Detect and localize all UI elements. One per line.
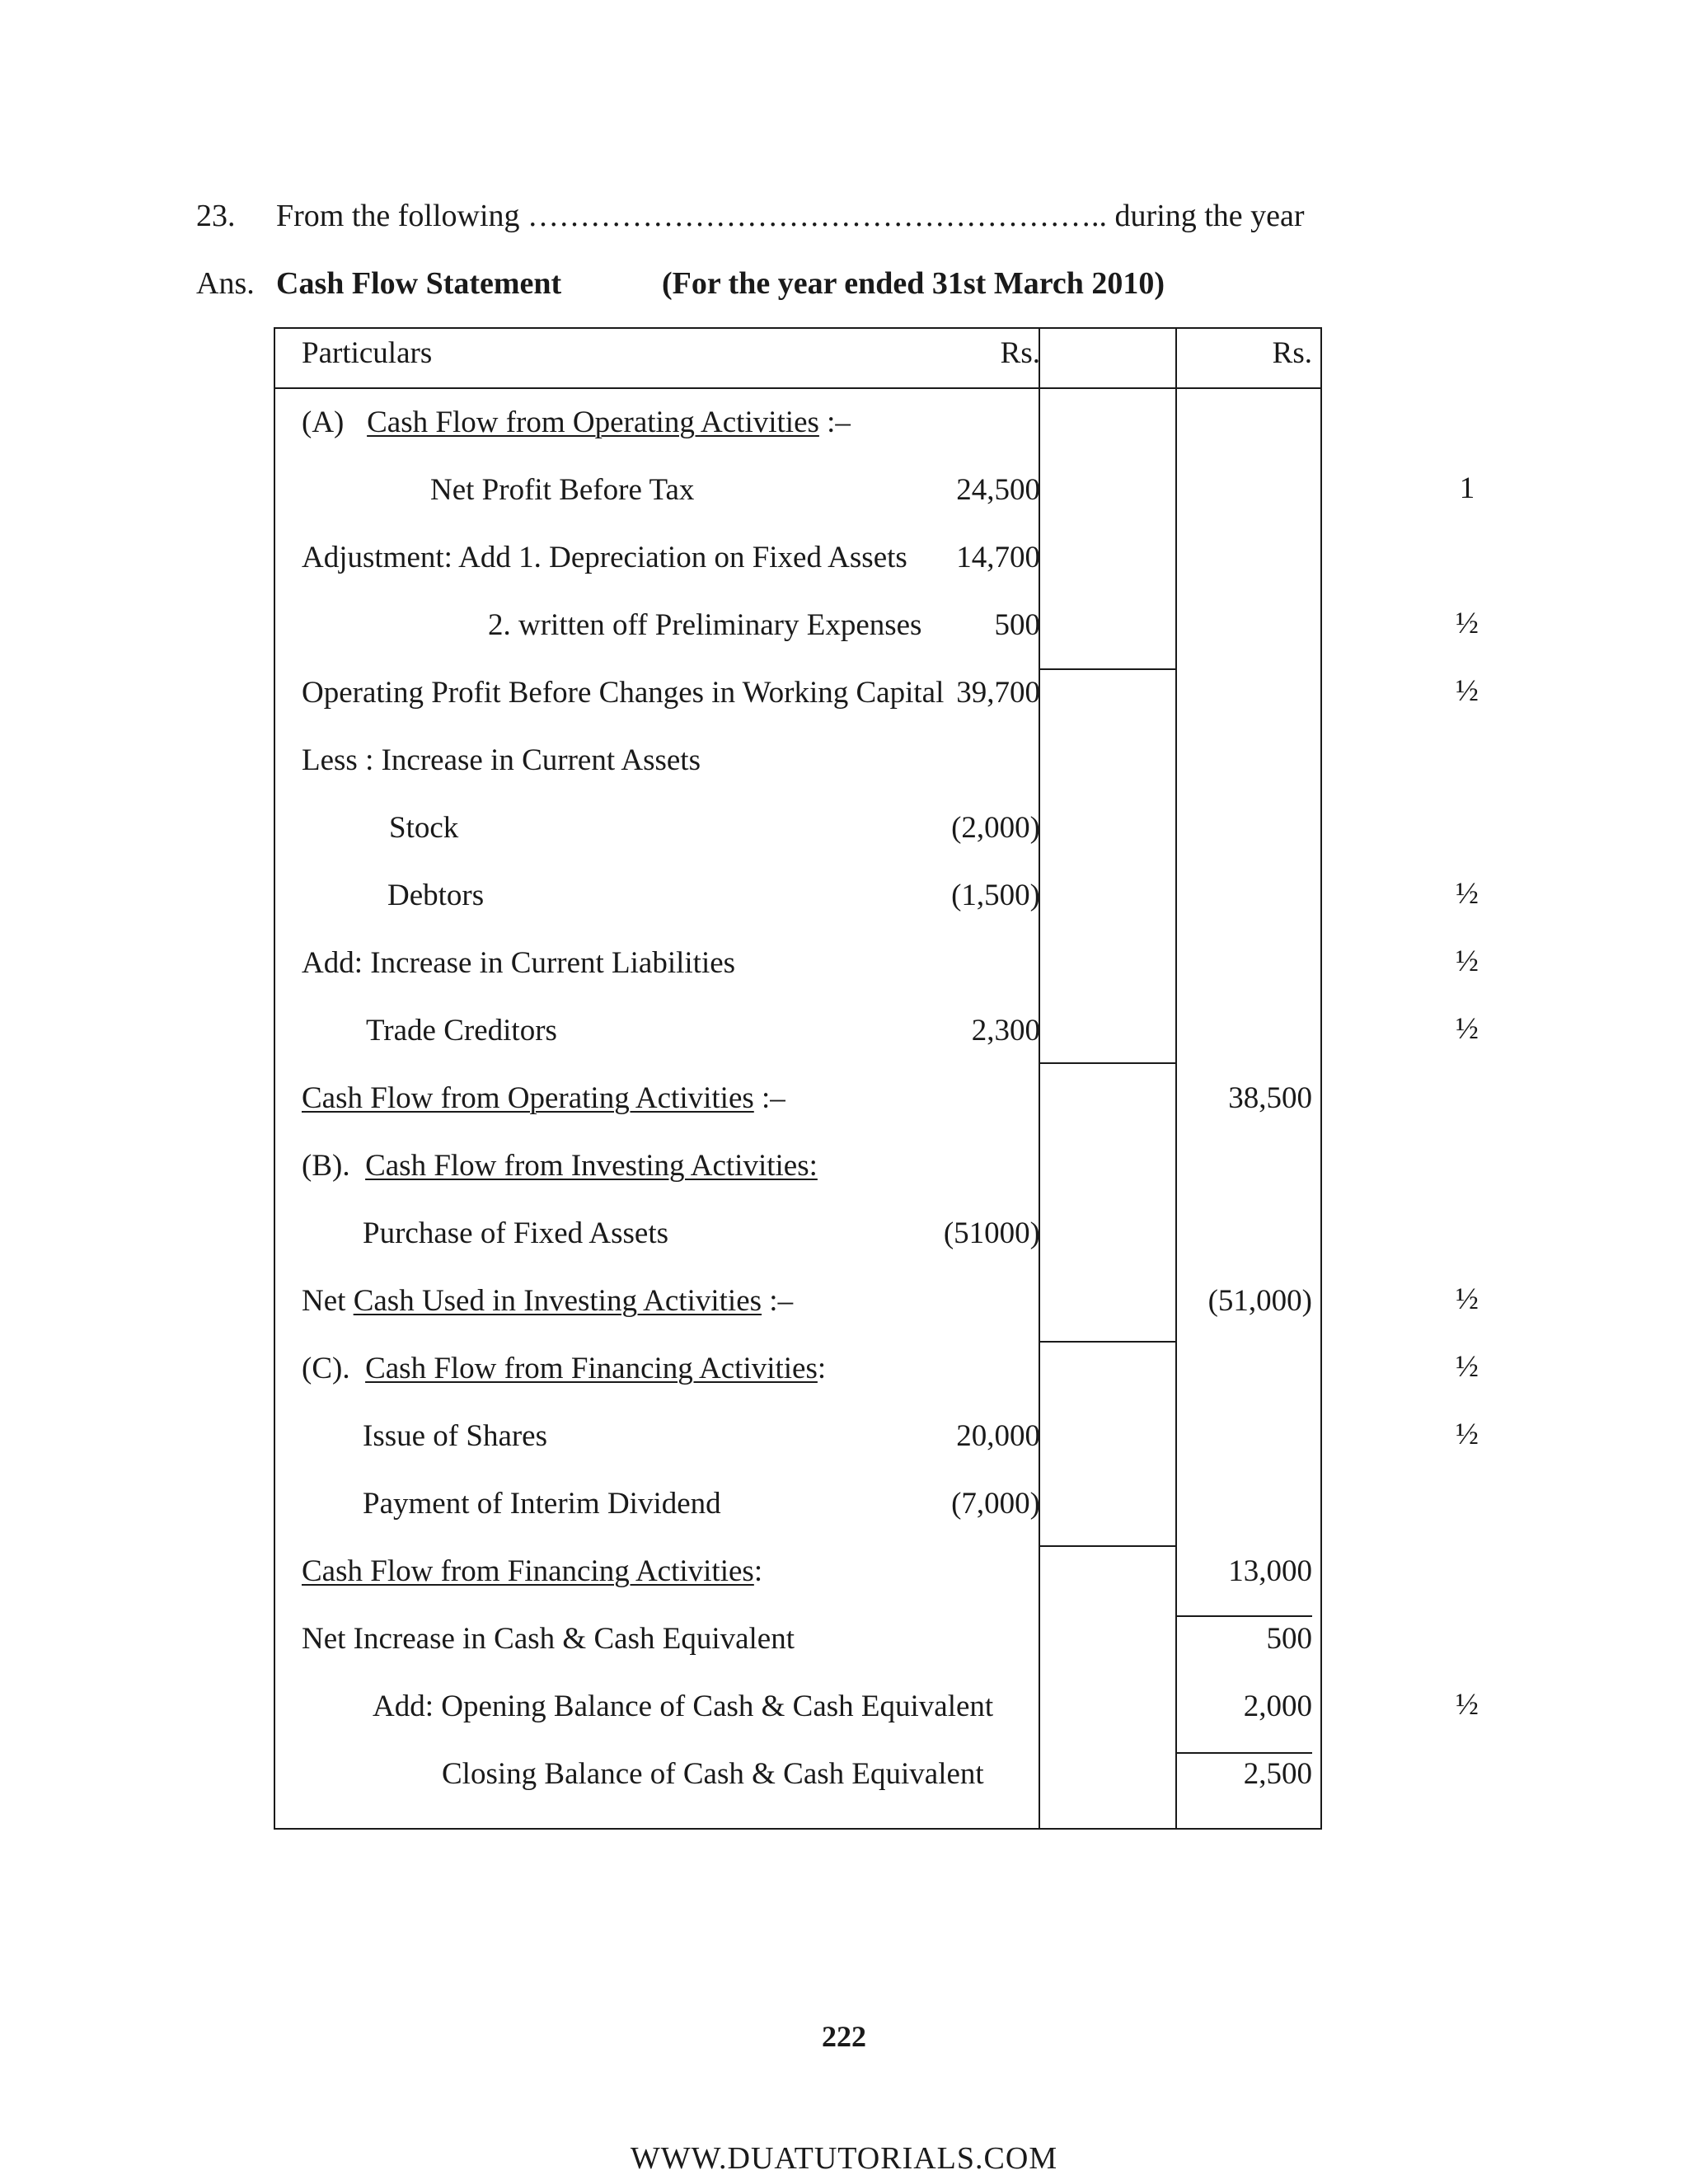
row-suffix: :– — [818, 405, 851, 439]
mark: ½ — [1456, 607, 1479, 640]
statement-title: Cash Flow Statement — [276, 266, 562, 301]
table-row — [275, 601, 1320, 668]
table-row — [275, 871, 1320, 939]
header-rs-col1: Rs. — [1000, 336, 1040, 370]
table-row — [275, 1479, 1320, 1547]
subtotal-label-financing: Cash Flow from Financing Activities — [302, 1554, 754, 1588]
table-row — [275, 1277, 1320, 1344]
statement-period: (For the year ended 31st March 2010) — [662, 266, 1165, 301]
mark: ½ — [1456, 1282, 1479, 1316]
row-value-col2: 38,500 — [1228, 1081, 1312, 1115]
table-row — [275, 533, 1320, 601]
table-row — [275, 398, 1320, 466]
section-heading-operating: Cash Flow from Operating Activities — [367, 405, 819, 439]
row-value-col1: (1,500) — [951, 879, 1040, 912]
row-value-col2: 2,000 — [1243, 1690, 1312, 1723]
row-value-col1: (7,000) — [951, 1487, 1040, 1521]
row-label: Less : Increase in Current Assets — [302, 743, 701, 777]
subtotal-label-investing: Cash Used in Investing Activities — [353, 1284, 762, 1318]
header-particulars: Particulars — [302, 336, 433, 370]
row-label: Net Increase in Cash & Cash Equivalent — [302, 1622, 795, 1656]
mark: ½ — [1456, 1418, 1479, 1451]
row-suffix: :– — [753, 1081, 785, 1115]
mark: ½ — [1456, 877, 1479, 911]
table-row — [275, 1074, 1320, 1141]
page-number: 222 — [822, 2020, 866, 2053]
question-number: 23. — [196, 199, 236, 233]
table-row — [275, 1141, 1320, 1209]
row-suffix: : — [753, 1554, 763, 1588]
row-prefix: (B). — [302, 1149, 350, 1183]
mark: ½ — [1456, 1688, 1479, 1722]
mark: 1 — [1459, 471, 1475, 505]
table-row — [275, 466, 1320, 533]
row-label: Operating Profit Before Changes in Working Capital — [302, 676, 945, 710]
table-row — [275, 1750, 1320, 1817]
table-row — [275, 1547, 1320, 1615]
table-row — [275, 1209, 1320, 1277]
header-rs-col2: Rs. — [1272, 336, 1312, 370]
table-row — [275, 736, 1320, 804]
row-label: Stock — [389, 811, 459, 845]
question-text: From the following ……………………………………………….. during the year — [276, 199, 1305, 233]
row-prefix: (A) — [302, 405, 345, 439]
table-row — [275, 1682, 1320, 1750]
footer-website: WWW.DUATUTORIALS.COM — [630, 2141, 1058, 2176]
table-row — [275, 1412, 1320, 1479]
row-value-col1: 20,000 — [956, 1419, 1040, 1453]
table-row — [275, 939, 1320, 1006]
row-value-col1: (2,000) — [951, 811, 1040, 845]
row-value-col1: 2,300 — [971, 1014, 1040, 1047]
table-row — [275, 1615, 1320, 1682]
row-prefix: (C). — [302, 1352, 350, 1385]
row-value-col2: 2,500 — [1243, 1757, 1312, 1791]
row-label: 2. written off Preliminary Expenses — [488, 608, 922, 642]
table-row — [275, 1344, 1320, 1412]
row-value-col2: 13,000 — [1228, 1554, 1312, 1588]
mark: ½ — [1456, 944, 1479, 978]
row-label: Adjustment: Add 1. Depreciation on Fixed Assets — [302, 541, 907, 574]
row-value-col2: 500 — [1266, 1622, 1312, 1656]
mark: ½ — [1456, 1350, 1479, 1384]
row-suffix: : — [817, 1352, 827, 1385]
row-value-col1: 14,700 — [956, 541, 1040, 574]
row-label: Issue of Shares — [363, 1419, 548, 1453]
answer-label: Ans. — [196, 266, 255, 301]
row-value-col1: 39,700 — [956, 676, 1040, 710]
mark: ½ — [1456, 1012, 1479, 1046]
table-row — [275, 1006, 1320, 1074]
row-value-col2: (51,000) — [1207, 1284, 1312, 1318]
row-label: Purchase of Fixed Assets — [363, 1216, 668, 1250]
row-value-col1: 24,500 — [956, 473, 1040, 507]
row-suffix: :– — [762, 1284, 794, 1318]
row-label: Add: Opening Balance of Cash & Cash Equivalent — [373, 1690, 994, 1723]
row-label: Payment of Interim Dividend — [363, 1487, 721, 1521]
subtotal-label-operating: Cash Flow from Operating Activities — [302, 1081, 754, 1115]
row-label: Closing Balance of Cash & Cash Equivalent — [442, 1757, 984, 1791]
row-value-col1: 500 — [994, 608, 1040, 642]
table-header-row — [275, 329, 1320, 396]
table-row — [275, 668, 1320, 736]
row-value-col1: (51000) — [943, 1216, 1040, 1250]
section-heading-financing: Cash Flow from Financing Activities — [365, 1352, 818, 1385]
row-label: Trade Creditors — [366, 1014, 557, 1047]
row-label: Net Profit Before Tax — [430, 473, 695, 507]
mark: ½ — [1456, 674, 1479, 708]
row-label: Add: Increase in Current Liabilities — [302, 946, 736, 980]
row-prefix: Net — [302, 1284, 346, 1318]
cash-flow-table — [274, 327, 1322, 1830]
table-row — [275, 804, 1320, 871]
row-label: Debtors — [387, 879, 485, 912]
section-heading-investing: Cash Flow from Investing Activities: — [365, 1149, 818, 1183]
